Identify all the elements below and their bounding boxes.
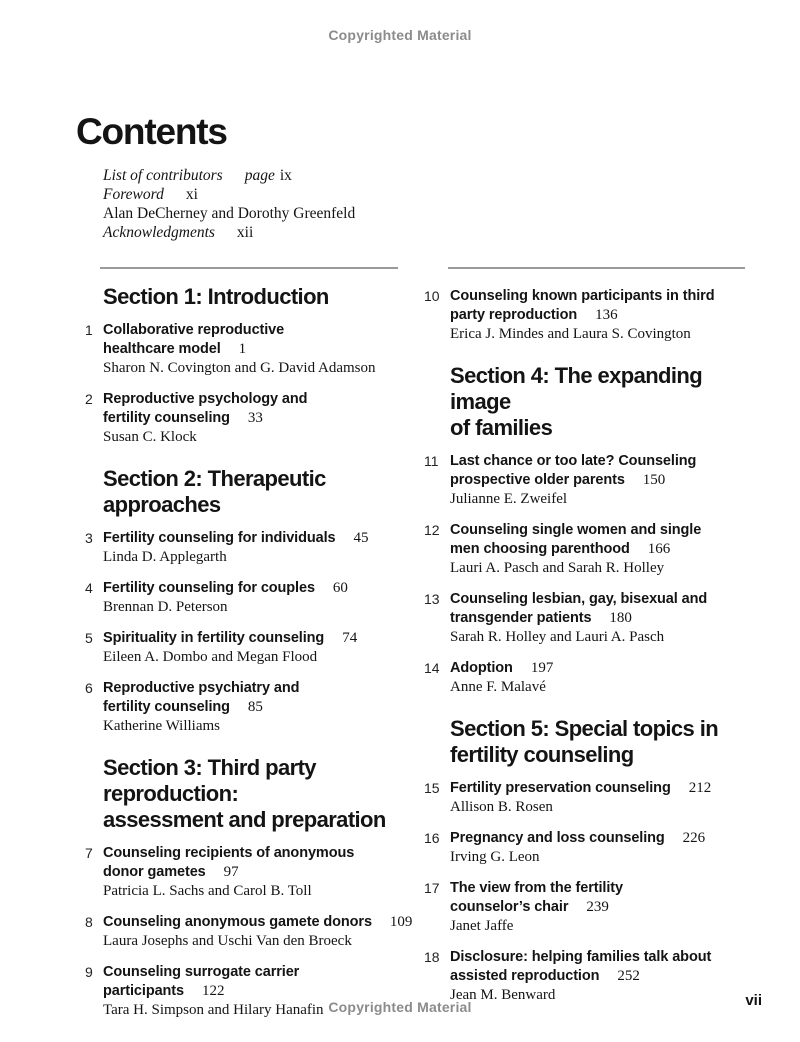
front-matter-page-number: ix: [279, 167, 292, 184]
chapter-entry-body: [103, 321, 401, 377]
chapter-title-line: assisted reproduction 252: [450, 968, 640, 984]
chapter-authors: Sarah R. Holley and Lauri A. Pasch: [450, 629, 665, 645]
chapter-number: 9: [85, 964, 93, 980]
toc-right-column: [424, 287, 748, 1017]
front-matter-line: [103, 185, 355, 204]
front-matter-page-group: [245, 167, 292, 184]
section-heading: Section 3: Third party reproduction: assessment and preparation: [103, 755, 386, 832]
chapter-authors: Eileen A. Dombo and Megan Flood: [103, 649, 318, 665]
chapter-number: 18: [424, 949, 440, 965]
chapter-title-line: Counseling known participants in third: [450, 288, 715, 304]
front-matter-line: [103, 166, 355, 185]
chapter-page-number: 166: [647, 541, 671, 557]
section-heading: Section 1: Introduction: [103, 284, 329, 309]
toc-chapter-entry: [85, 529, 401, 566]
chapter-title-line: men choosing parenthood 166: [450, 541, 671, 557]
chapter-number: 6: [85, 680, 93, 696]
chapter-entry-body: [450, 948, 748, 1004]
toc-chapter-entry: [85, 579, 401, 616]
chapter-number: 5: [85, 630, 93, 646]
chapter-title-line: Disclosure: helping families talk about: [450, 949, 712, 965]
toc-chapter-entry: [424, 659, 748, 696]
chapter-number: 16: [424, 830, 440, 846]
chapter-title: [450, 287, 748, 325]
chapter-title: [103, 579, 401, 598]
toc-chapter-entry: [85, 629, 401, 666]
chapter-title-line: Counseling surrogate carrier: [103, 964, 300, 980]
front-matter-item: [103, 223, 355, 242]
toc-chapter-entry: [85, 390, 401, 446]
toc-chapter-entry: [85, 844, 401, 900]
chapter-authors: Anne F. Malavé: [450, 679, 546, 695]
chapter-entry-body: [103, 844, 401, 900]
chapter-title: [450, 879, 748, 917]
chapter-title: [450, 590, 748, 628]
toc-chapter-entry: [85, 321, 401, 377]
chapter-title: [450, 779, 748, 798]
chapter-page-number: 239: [586, 899, 609, 915]
chapter-entry-body: [103, 529, 401, 566]
chapter-page-number: 1: [238, 341, 247, 357]
chapter-entry-body: [450, 590, 748, 646]
front-matter-item: [103, 185, 355, 223]
chapter-title-line: Fertility counseling for individuals 45: [103, 530, 369, 546]
chapter-title-line: Collaborative reproductive: [103, 322, 285, 338]
toc-chapter-entry: [424, 590, 748, 646]
chapter-title: [103, 390, 401, 428]
chapter-page-number: 60: [332, 580, 348, 596]
front-matter-page-word: page: [244, 167, 275, 184]
chapter-title-line: Reproductive psychology and: [103, 391, 308, 407]
chapter-title-line: counselor’s chair 239: [450, 899, 609, 915]
front-matter-item: [103, 166, 355, 185]
column-rule-right: [448, 267, 745, 269]
chapter-entry-body: [450, 779, 748, 816]
chapter-authors: Irving G. Leon: [450, 849, 540, 865]
chapter-title-line: Fertility counseling for couples 60: [103, 580, 348, 596]
chapter-authors: Lauri A. Pasch and Sarah R. Holley: [450, 560, 665, 576]
chapter-title-line: fertility counseling 33: [103, 410, 263, 426]
chapter-entry-body: [103, 913, 413, 950]
chapter-entry-body: [103, 679, 401, 735]
chapter-authors: Erica J. Mindes and Laura S. Covington: [450, 326, 691, 342]
page-title: Contents: [76, 110, 227, 152]
chapter-number: 12: [424, 522, 440, 538]
chapter-page-number: 226: [682, 830, 706, 846]
chapter-number: 3: [85, 530, 93, 546]
toc-chapter-entry: [424, 521, 748, 577]
chapter-page-number: 180: [609, 610, 632, 626]
chapter-title-line: transgender patients 180: [450, 610, 632, 626]
chapter-number: 14: [424, 660, 440, 676]
chapter-number: 4: [85, 580, 93, 596]
section-heading: Section 5: Special topics in fertility counseling: [450, 716, 719, 767]
chapter-title-line: Counseling recipients of anonymous: [103, 845, 355, 861]
section-heading: Section 4: The expanding image of families: [450, 363, 703, 440]
chapter-title-line: Counseling anonymous gamete donors 109: [103, 914, 413, 930]
chapter-title: [103, 529, 401, 548]
chapter-authors: Brennan D. Peterson: [103, 599, 228, 615]
toc-chapter-entry: [85, 913, 413, 950]
chapter-page-number: 252: [617, 968, 640, 984]
chapter-title-line: Reproductive psychiatry and: [103, 680, 300, 696]
chapter-title-line: prospective older parents 150: [450, 472, 666, 488]
chapter-entry-body: [450, 829, 748, 866]
chapter-entry-body: [450, 879, 748, 935]
chapter-number: 2: [85, 391, 93, 407]
chapter-authors: Patricia L. Sachs and Carol B. Toll: [103, 883, 312, 899]
chapter-title-line: Last chance or too late? Counseling: [450, 453, 697, 469]
header-watermark: Copyrighted Material: [328, 27, 472, 43]
chapter-page-number: 197: [530, 660, 554, 676]
chapter-title-line: Counseling single women and single: [450, 522, 702, 538]
chapter-title: [450, 659, 748, 678]
chapter-page-number: 33: [247, 410, 263, 426]
front-matter-label: Foreword: [103, 186, 164, 203]
chapter-number: 11: [424, 453, 439, 469]
chapter-title-line: donor gametes 97: [103, 864, 239, 880]
toc-chapter-entry: [424, 452, 748, 508]
chapter-entry-body: [103, 579, 401, 616]
chapter-title: [103, 844, 401, 882]
front-matter-label: Acknowledgments: [103, 224, 215, 241]
chapter-title-line: Counseling lesbian, gay, bisexual and: [450, 591, 708, 607]
chapter-number: 8: [85, 914, 93, 930]
chapter-authors: Sharon N. Covington and G. David Adamson: [103, 360, 376, 376]
chapter-entry-body: [103, 390, 401, 446]
chapter-page-number: 109: [389, 914, 413, 930]
chapter-title: [103, 679, 401, 717]
toc-chapter-entry: [85, 679, 401, 735]
toc-chapter-entry: [424, 879, 748, 935]
chapter-title: [450, 948, 748, 986]
front-matter: [103, 166, 355, 242]
chapter-title: [450, 829, 748, 848]
chapter-title: [103, 913, 413, 932]
chapter-page-number: 150: [642, 472, 666, 488]
chapter-title: [450, 452, 748, 490]
chapter-title-line: healthcare model 1: [103, 341, 247, 357]
chapter-page-number: 74: [342, 630, 358, 646]
chapter-authors: Jean M. Benward: [450, 987, 556, 1003]
chapter-page-number: 97: [223, 864, 239, 880]
chapter-authors: Julianne E. Zweifel: [450, 491, 568, 507]
chapter-entry-body: [450, 521, 748, 577]
chapter-entry-body: [450, 452, 748, 508]
chapter-title: [450, 521, 748, 559]
chapter-title-line: Adoption 197: [450, 660, 554, 676]
chapter-authors: Susan C. Klock: [103, 429, 197, 445]
footer-watermark: Copyrighted Material: [328, 999, 472, 1015]
chapter-page-number: 45: [353, 530, 369, 546]
chapter-title-line: Fertility preservation counseling 212: [450, 780, 712, 796]
chapter-entry-body: [450, 287, 748, 343]
chapter-title: [103, 629, 401, 648]
front-matter-page-number: xii: [236, 224, 254, 241]
chapter-title-line: fertility counseling 85: [103, 699, 263, 715]
chapter-authors: Laura Josephs and Uschi Van den Broeck: [103, 933, 352, 949]
chapter-title-line: participants 122: [103, 983, 225, 999]
chapter-number: 17: [424, 880, 440, 896]
front-matter-page-group: [186, 186, 198, 203]
chapter-page-number: 122: [202, 983, 225, 999]
chapter-number: 13: [424, 591, 440, 607]
chapter-title-line: The view from the fertility: [450, 880, 623, 896]
chapter-authors: Katherine Williams: [103, 718, 221, 734]
front-matter-authors: Alan DeCherney and Dorothy Greenfeld: [103, 205, 356, 222]
chapter-title-line: Spirituality in fertility counseling 74: [103, 630, 358, 646]
chapter-page-number: 85: [247, 699, 263, 715]
column-rule-left: [100, 267, 398, 269]
chapter-number: 7: [85, 845, 93, 861]
chapter-authors: Tara H. Simpson and Hilary Hanafin: [103, 1002, 324, 1018]
section-heading: Section 2: Therapeutic approaches: [103, 466, 326, 517]
front-matter-page-group: [237, 224, 253, 241]
chapter-title-line: party reproduction 136: [450, 307, 618, 323]
front-matter-line: [103, 223, 355, 242]
toc-left-column: [85, 284, 413, 1032]
chapter-number: 1: [85, 322, 93, 338]
toc-chapter-entry: [424, 829, 748, 866]
chapter-title: [103, 321, 401, 359]
chapter-title: [103, 963, 401, 1001]
chapter-authors: Linda D. Applegarth: [103, 549, 227, 565]
chapter-number: 10: [424, 288, 440, 304]
toc-chapter-entry: [424, 287, 748, 343]
chapter-authors: Janet Jaffe: [450, 918, 514, 934]
front-matter-label: List of contributors: [103, 167, 223, 184]
toc-chapter-entry: [424, 948, 748, 1004]
toc-chapter-entry: [424, 779, 748, 816]
chapter-page-number: 212: [688, 780, 712, 796]
chapter-page-number: 136: [595, 307, 618, 323]
chapter-title-line: Pregnancy and loss counseling 226: [450, 830, 706, 846]
page-number-folio: vii: [745, 992, 762, 1009]
chapter-entry-body: [103, 629, 401, 666]
chapter-number: 15: [424, 780, 440, 796]
chapter-authors: Allison B. Rosen: [450, 799, 553, 815]
chapter-entry-body: [450, 659, 748, 696]
front-matter-page-number: xi: [185, 186, 198, 203]
